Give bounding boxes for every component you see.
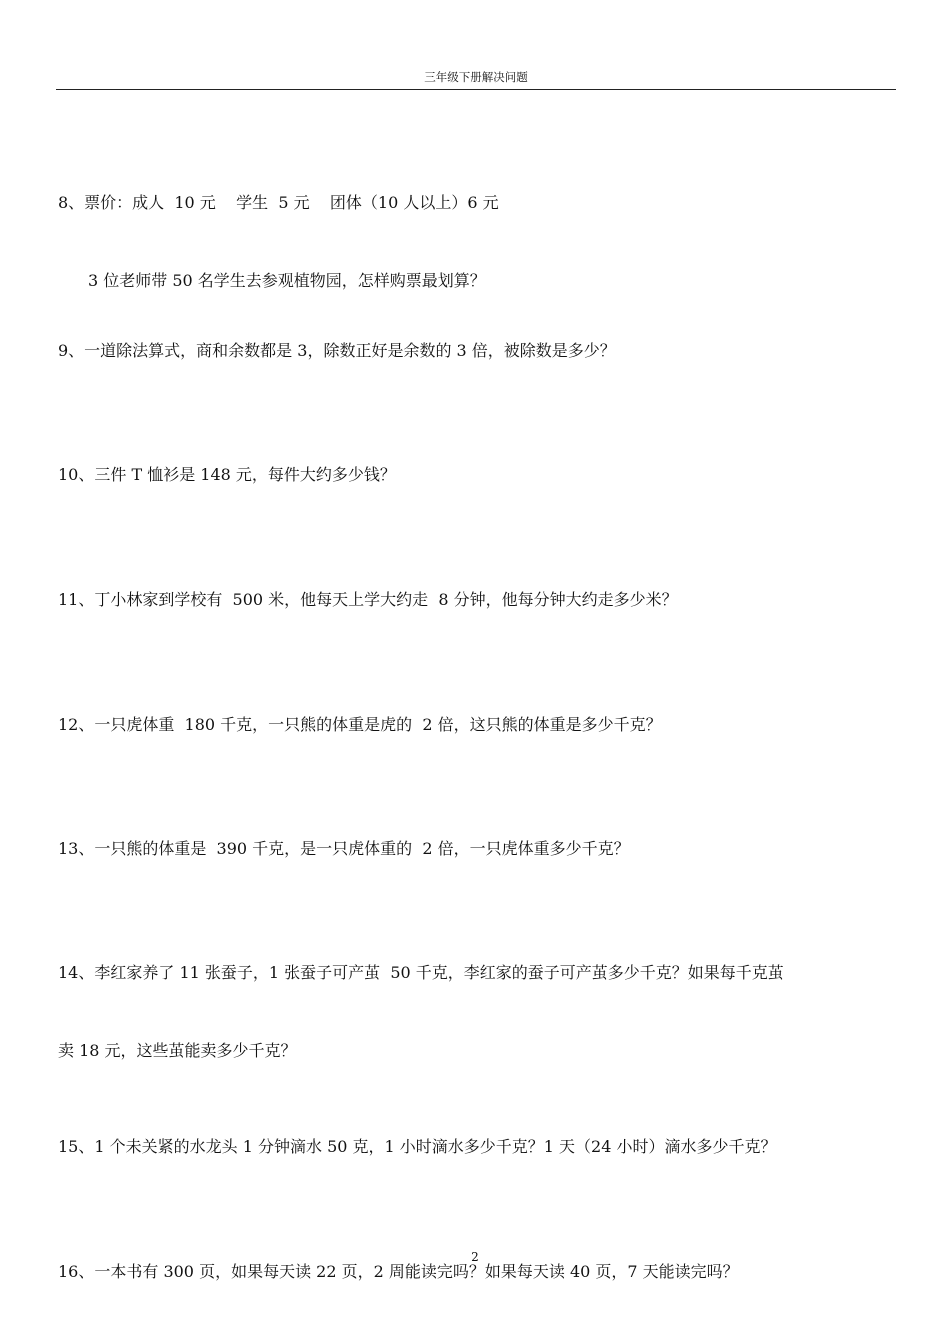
problem-14-line-2: 卖 18 元，这些茧能卖多少千克？ (58, 1041, 297, 1060)
page-header (56, 70, 896, 90)
problem-13-line-1: 13、一只熊的体重是 390 千克，是一只虎体重的 2 倍，一只虎体重多少千克？ (58, 839, 630, 858)
header-title: 三年级下册解决问题 (424, 70, 528, 84)
problem-11 (58, 535, 896, 639)
problem-15-line-1: 15、1 个未关紧的水龙头 1 分钟滴水 50 克，1 小时滴水多少千克？1 天（24 小时）滴水多少千克？ (58, 1137, 777, 1156)
page-number: 2 (471, 1250, 479, 1264)
problem-12 (58, 660, 896, 764)
problem-14 (58, 908, 896, 1090)
problem-9 (58, 286, 896, 390)
problem-10-line-1: 10、三件 T 恤衫是 148 元，每件大约多少钱？ (58, 465, 396, 484)
problem-8-line-2: 3 位老师带 50 名学生去参观植物园，怎样购票最划算？ (88, 271, 486, 290)
problem-11-line-1: 11、丁小林家到学校有 500 米，他每天上学大约走 8 分钟，他每分钟大约走多少米？ (58, 590, 678, 609)
problem-10 (58, 410, 896, 514)
problem-8-line-1: 8、票价：成人 10 元 学生 5 元 团体（10 人以上）6 元 (58, 193, 499, 212)
problem-15 (58, 1082, 896, 1186)
problem-13 (58, 784, 896, 888)
problem-14-line-1: 14、李红家养了 11 张蚕子，1 张蚕子可产茧 50 千克，李红家的蚕子可产茧多少千克？如果每千克茧 (58, 963, 784, 982)
problem-16-line-1: 16、一本书有 300 页，如果每天读 22 页，2 周能读完吗？如果每天读 40 页，7 天能读完吗？ (58, 1262, 739, 1281)
problem-9-line-1: 9、一道除法算式，商和余数都是 3，除数正好是余数的 3 倍，被除数是多少？ (58, 341, 616, 360)
problem-12-line-1: 12、一只虎体重 180 千克，一只熊的体重是虎的 2 倍，这只熊的体重是多少千克？ (58, 715, 662, 734)
